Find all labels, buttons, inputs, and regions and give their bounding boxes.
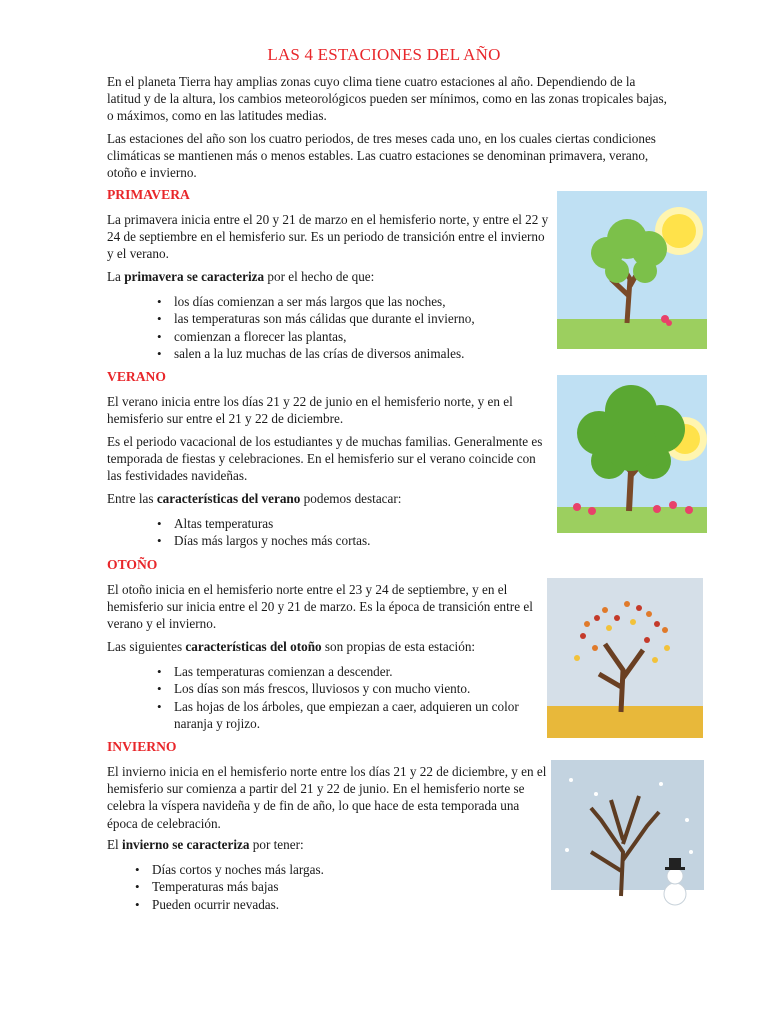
spring-tree-illustration [557, 191, 707, 349]
list-item: • salen a la luz muchas de las crías de diversos animales. [152, 345, 552, 362]
list-item: • Las hojas de los árboles, que empiezan a caer, adquieren un color naranja y rojizo. [152, 698, 552, 733]
winter-tree-illustration [551, 760, 704, 920]
list-item: • las temperaturas son más cálidas que durante el invierno, [152, 310, 552, 327]
primavera-bullet-list [152, 293, 552, 363]
heading-otono: OTOÑO [107, 557, 158, 572]
heading-verano: VERANO [107, 369, 166, 384]
list-item: • los días comienzan a ser más largos que las noches, [152, 293, 552, 310]
list-item: • comienzan a florecer las plantas, [152, 328, 552, 345]
list-item: • Altas temperaturas [152, 515, 552, 532]
list-item: • Días cortos y noches más largas. [130, 861, 530, 878]
heading-primavera: PRIMAVERA [107, 187, 190, 202]
autumn-tree-illustration [547, 578, 703, 738]
summer-tree-illustration [557, 375, 707, 533]
heading-invierno: INVIERNO [107, 739, 177, 754]
list-item: • Temperaturas más bajas [130, 878, 530, 895]
invierno-paragraph: El invierno inicia en el hemisferio norte entre los días 21 y 22 de diciembre, y en el hemisferio sur comienza a partir del 21 y 22 de junio. En el hemisferio norte se celebra la víspera navideña y de fin de año, lo que hace de esta temporada una época de celebración. [107, 764, 547, 831]
list-item: • Las temperaturas comienzan a descender. [152, 663, 552, 680]
primavera-paragraph: La primavera inicia entre el 20 y 21 de marzo en el hemisferio norte, y entre el 22 y 24 de septiembre en el hemisferio sur. Es un periodo de transición entre el invierno y el verano. [107, 212, 549, 262]
invierno-lead: El invierno se caracteriza por tener: [107, 837, 304, 852]
verano-lead: Entre las características del verano podemos destacar: [107, 491, 402, 506]
intro-paragraph-2: Las estaciones del año son los cuatro periodos, de tres meses cada uno, en los cuales ciertas condiciones climáticas se mantienen más o menos estables. Las cuatro estaciones se denominan primavera, verano, otoño e invierno. [107, 131, 656, 181]
otono-bullet-list [152, 663, 552, 733]
otono-paragraph: El otoño inicia en el hemisferio norte entre el 23 y 24 de septiembre, y en el hemisferio sur inicia entre el 20 y 21 de marzo. Es la época de transición entre el verano y el invierno. [107, 582, 533, 632]
list-item: • Pueden ocurrir nevadas. [130, 896, 530, 913]
list-item: • Los días son más frescos, lluviosos y con mucho viento. [152, 680, 552, 697]
verano-bullet-list [152, 515, 552, 550]
document-title: LAS 4 ESTACIONES DEL AÑO [267, 45, 501, 64]
verano-paragraph-2: Es el periodo vacacional de los estudiantes y de muchas familias. Generalmente es temporada de fiestas y celebraciones. En el hemisferio sur el verano coincide con las festividades navideñas. [107, 434, 543, 484]
otono-lead: Las siguientes características del otoño son propias de esta estación: [107, 639, 476, 654]
primavera-lead: La primavera se caracteriza por el hecho de que: [107, 269, 375, 284]
list-item: • Días más largos y noches más cortas. [152, 532, 552, 549]
invierno-bullet-list [130, 861, 530, 913]
verano-paragraph-1: El verano inicia entre los días 21 y 22 de junio en el hemisferio norte, y en el hemisferio sur entre el 21 y 22 de diciembre. [107, 394, 513, 427]
intro-paragraph-1: En el planeta Tierra hay amplias zonas cuyo clima tiene cuatro estaciones al año. Dependiendo de la latitud y de la altura, los cambios meteorológicos pueden ser mínimos, como en las zonas tropicales bajas, o máximos, como en las latitudes medias. [107, 74, 667, 124]
